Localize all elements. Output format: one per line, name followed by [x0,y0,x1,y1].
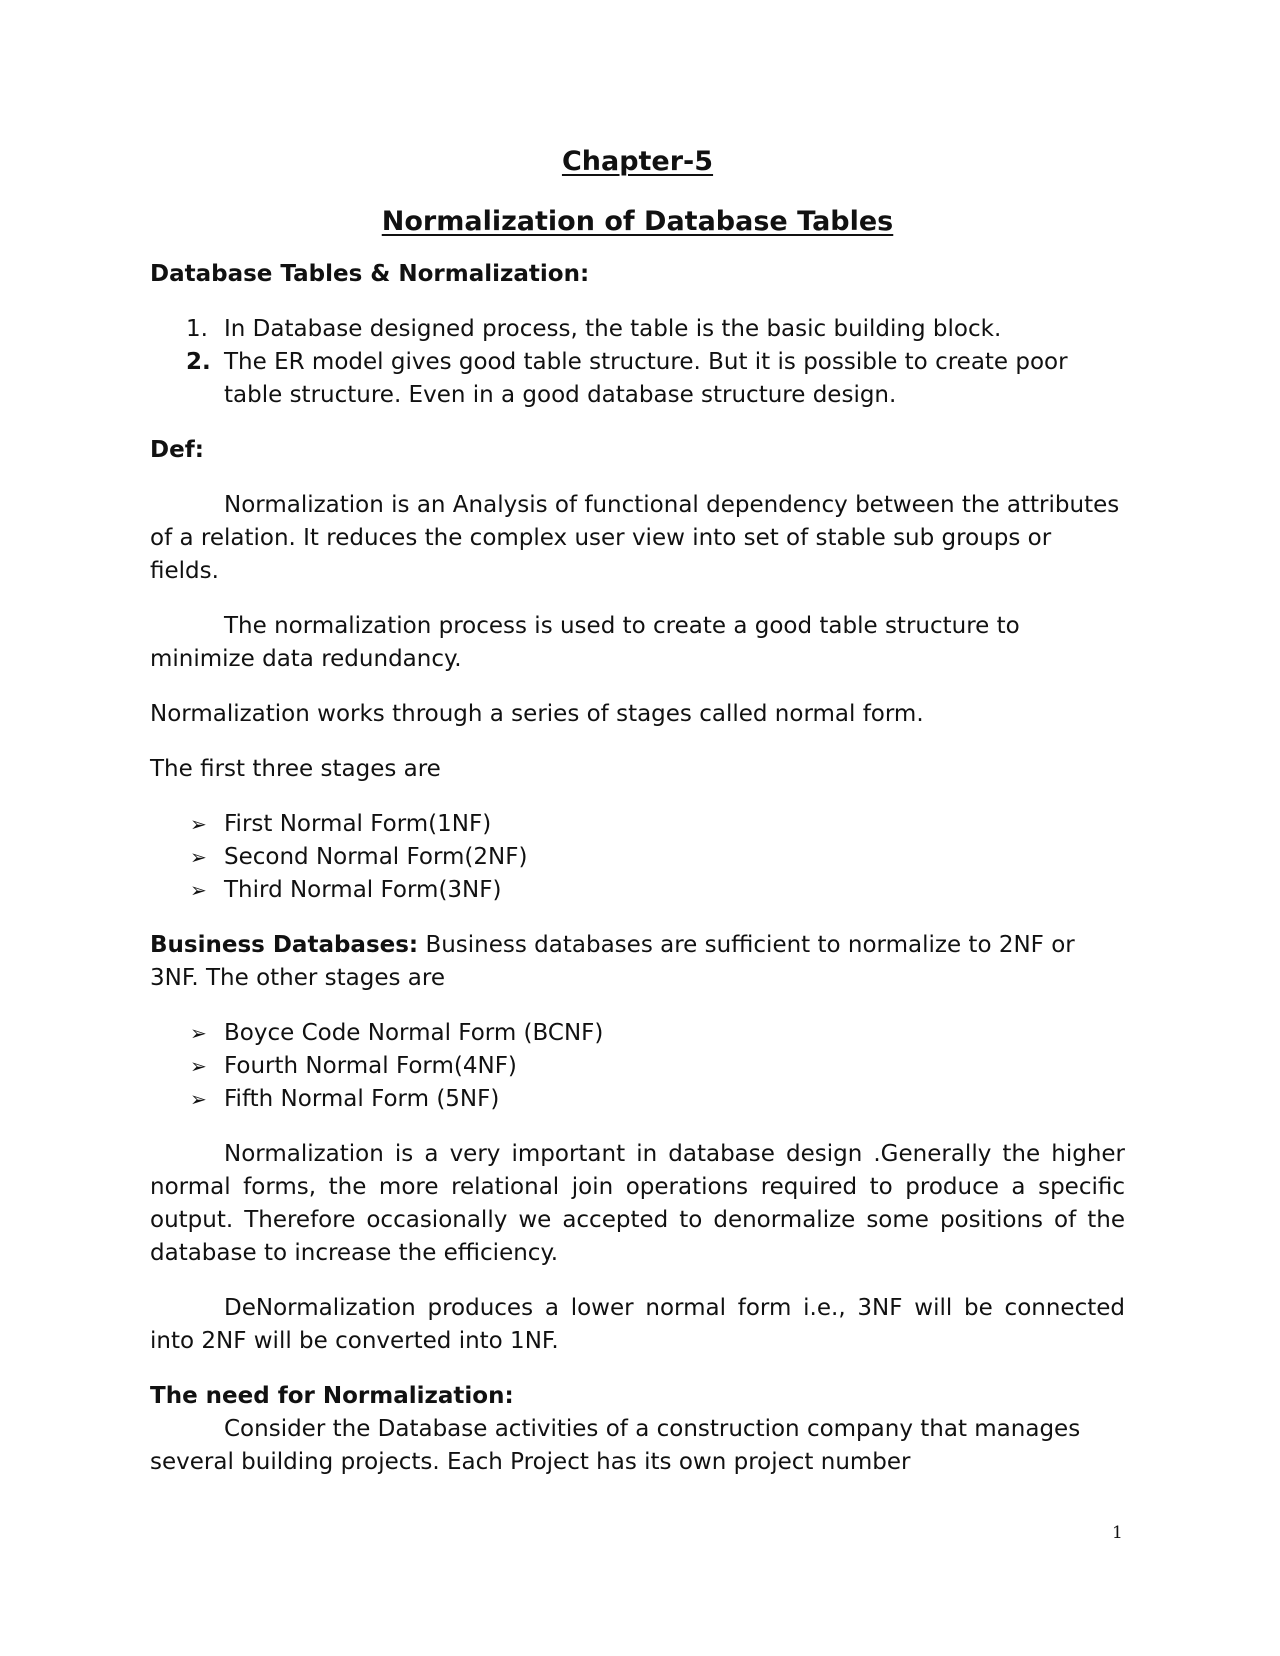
normal-form-paragraph: Normalization works through a series of stages called normal form. [150,701,924,727]
business-databases-label: Business Databases: [150,932,419,958]
list-item-text: Fifth Normal Form (5NF) [224,1086,500,1112]
list-item-text: Second Normal Form(2NF) [224,844,528,870]
list-item [150,874,1125,907]
importance-paragraph: Normalization is a very important in database design .Generally the higher normal forms, the more relational join operations required to produce a specific output. Therefore occasionally we accepted to denormalize some positions of the database to increase the efficiency. [150,1141,1125,1266]
list-item-text: Boyce Code Normal Form (BCNF) [224,1020,604,1046]
arrow-bullet-icon: ➢ [190,1021,207,1045]
numbered-list [150,313,1125,412]
list-item [150,313,1125,346]
list-item [150,1050,1125,1083]
list-item [150,841,1125,874]
arrow-bullet-icon: ➢ [190,812,207,836]
denormalization-paragraph: DeNormalization produces a lower normal form i.e., 3NF will be connected into 2NF will be converted into 1NF. [150,1295,1125,1354]
list-item [150,1083,1125,1116]
page-content [150,144,1125,1501]
arrow-bullet-icon: ➢ [190,878,207,902]
page-number: 1 [1112,1523,1123,1543]
first-stages-intro: The first three stages are [150,756,441,782]
arrow-bullet-icon: ➢ [190,1054,207,1078]
first-stages-list [150,808,1125,907]
arrow-bullet-icon: ➢ [190,1087,207,1111]
list-item [150,1017,1125,1050]
business-databases-text: Business databases are sufficient to normalize to 2NF or 3NF. The other stages are [150,932,1075,991]
list-item-text: Third Normal Form(3NF) [224,877,502,903]
def-paragraph: Normalization is an Analysis of functional dependency between the attributes of a relation. It reduces the complex user view into set of stable sub groups or fields. [150,492,1120,584]
need-heading: The need for Normalization: [150,1383,514,1409]
normalization-process-paragraph: The normalization process is used to create a good table structure to minimize data redundancy. [150,613,1020,672]
list-item [150,808,1125,841]
document-title: Normalization of Database Tables [381,206,894,237]
section-heading-tables: Database Tables & Normalization: [150,261,590,287]
arrow-bullet-icon: ➢ [190,845,207,869]
chapter-heading: Chapter-5 [561,146,714,177]
list-item-text: First Normal Form(1NF) [224,811,492,837]
business-databases-paragraph [150,929,1125,995]
need-paragraph: Consider the Database activities of a construction company that manages several building projects. Each Project has its own project number [150,1416,1081,1475]
list-item-text: Fourth Normal Form(4NF) [224,1053,517,1079]
list-item [150,346,1125,412]
list-number: 1. [186,316,208,342]
list-number: 2. [186,349,211,375]
other-stages-list [150,1017,1125,1116]
list-item-text: In Database designed process, the table is the basic building block. [224,316,1002,342]
def-heading: Def: [150,437,204,463]
list-item-text: The ER model gives good table structure. But it is possible to create poor table structure. Even in a good database structure design. [224,349,1068,408]
